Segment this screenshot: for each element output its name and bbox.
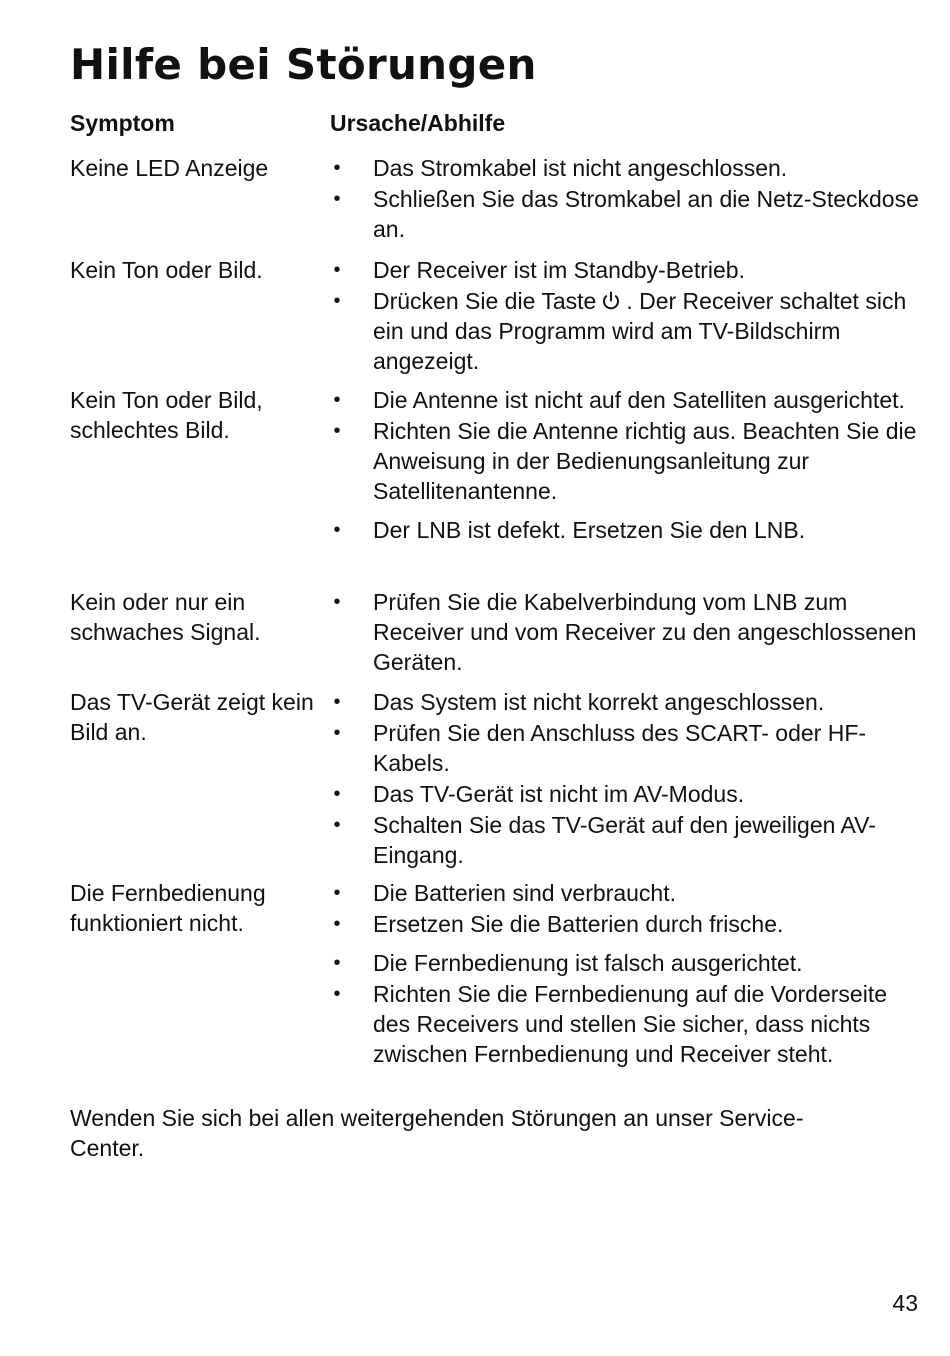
cause-text: Das System ist nicht korrekt angeschlossen. [373,689,825,715]
cause-item [330,810,920,870]
bullet-icon: • [333,259,341,281]
power-icon [600,289,622,311]
cause-text: Der LNB ist defekt. Ersetzen Sie den LNB. [373,517,806,543]
cause-item [330,878,920,908]
cause-list [330,153,920,245]
cause-text: Schließen Sie das Stromkabel an die Netz-Steckdose an. [373,186,919,242]
cause-list [330,878,920,1070]
bullet-icon: • [333,722,341,744]
symptom-column-header: Symptom [70,110,175,136]
cause-item [330,153,920,183]
bullet-icon: • [333,591,341,613]
cause-list [330,687,920,871]
cause-item [330,286,920,376]
cause-text: Richten Sie die Fernbedienung auf die Vorderseite des Receivers und stellen Sie sicher, dass nichts zwischen Fernbedienung und Receiver steht. [373,981,888,1067]
cause-list [330,385,920,546]
cause-list [330,587,920,678]
cause-text: Die Batterien sind verbraucht. [373,880,676,906]
symptom-text: Kein Ton oder Bild, schlechtes Bild. [70,387,263,443]
symptom-text: Das TV-Gerät zeigt kein Bild an. [70,689,314,745]
cause-item [330,255,920,285]
bullet-icon: • [333,952,341,974]
bullet-icon: • [333,420,341,442]
cause-item [330,515,920,545]
cause-item [330,779,920,809]
bullet-icon: • [333,389,341,411]
bullet-icon: • [333,519,341,541]
cause-item [330,184,920,244]
cause-item [330,909,920,939]
page-number: 43 [892,1290,918,1316]
symptom-text: Die Fernbedienung funktioniert nicht. [70,880,266,936]
bullet-icon: • [333,691,341,713]
cause-list [330,255,920,377]
symptom-text: Keine LED Anzeige [70,155,269,181]
symptom-text: Kein Ton oder Bild. [70,257,263,283]
bullet-icon: • [333,157,341,179]
bullet-icon: • [333,913,341,935]
cause-text: Die Fernbedienung ist falsch ausgerichtet. [373,950,803,976]
page-title: Hilfe bei Störungen [70,40,537,89]
cause-text: Ersetzen Sie die Batterien durch frische. [373,911,784,937]
cause-item [330,687,920,717]
bullet-icon: • [333,983,341,1005]
cause-text: Schalten Sie das TV-Gerät auf den jeweiligen AV-Eingang. [373,812,876,868]
cause-text: Prüfen Sie die Kabelverbindung vom LNB zum Receiver und vom Receiver zu den angeschlossenen Geräten. [373,589,917,675]
cause-text: Drücken Sie die Taste [373,288,597,314]
bullet-icon: • [333,814,341,836]
service-center-note: Wenden Sie sich bei allen weitergehenden Störungen an unser Service-Center. [70,1105,804,1161]
bullet-icon: • [333,882,341,904]
bullet-icon: • [333,783,341,805]
cause-item [330,587,920,677]
cause-item [330,718,920,778]
cause-item [330,385,920,415]
cause-text: Das TV-Gerät ist nicht im AV-Modus. [373,781,745,807]
cause-item [330,948,920,978]
cause-text: Richten Sie die Antenne richtig aus. Beachten Sie die Anweisung in der Bedienungsanleitung zur Satellitenantenne. [373,418,917,504]
cause-text: Der Receiver ist im Standby-Betrieb. [373,257,745,283]
symptom-text: Kein oder nur ein schwaches Signal. [70,589,261,645]
bullet-icon: • [333,290,341,312]
cause-column-header: Ursache/Abhilfe [330,110,506,136]
cause-text: Die Antenne ist nicht auf den Satelliten ausgerichtet. [373,387,905,413]
cause-item [330,979,920,1069]
cause-item [330,416,920,506]
bullet-icon: • [333,188,341,210]
cause-text: Das Stromkabel ist nicht angeschlossen. [373,155,788,181]
cause-text: Prüfen Sie den Anschluss des SCART- oder HF-Kabels. [373,720,867,776]
cause-text: . Der Receiver schaltet sich ein und das Programm wird am TV-Bildschirm angezeigt. [373,288,907,374]
